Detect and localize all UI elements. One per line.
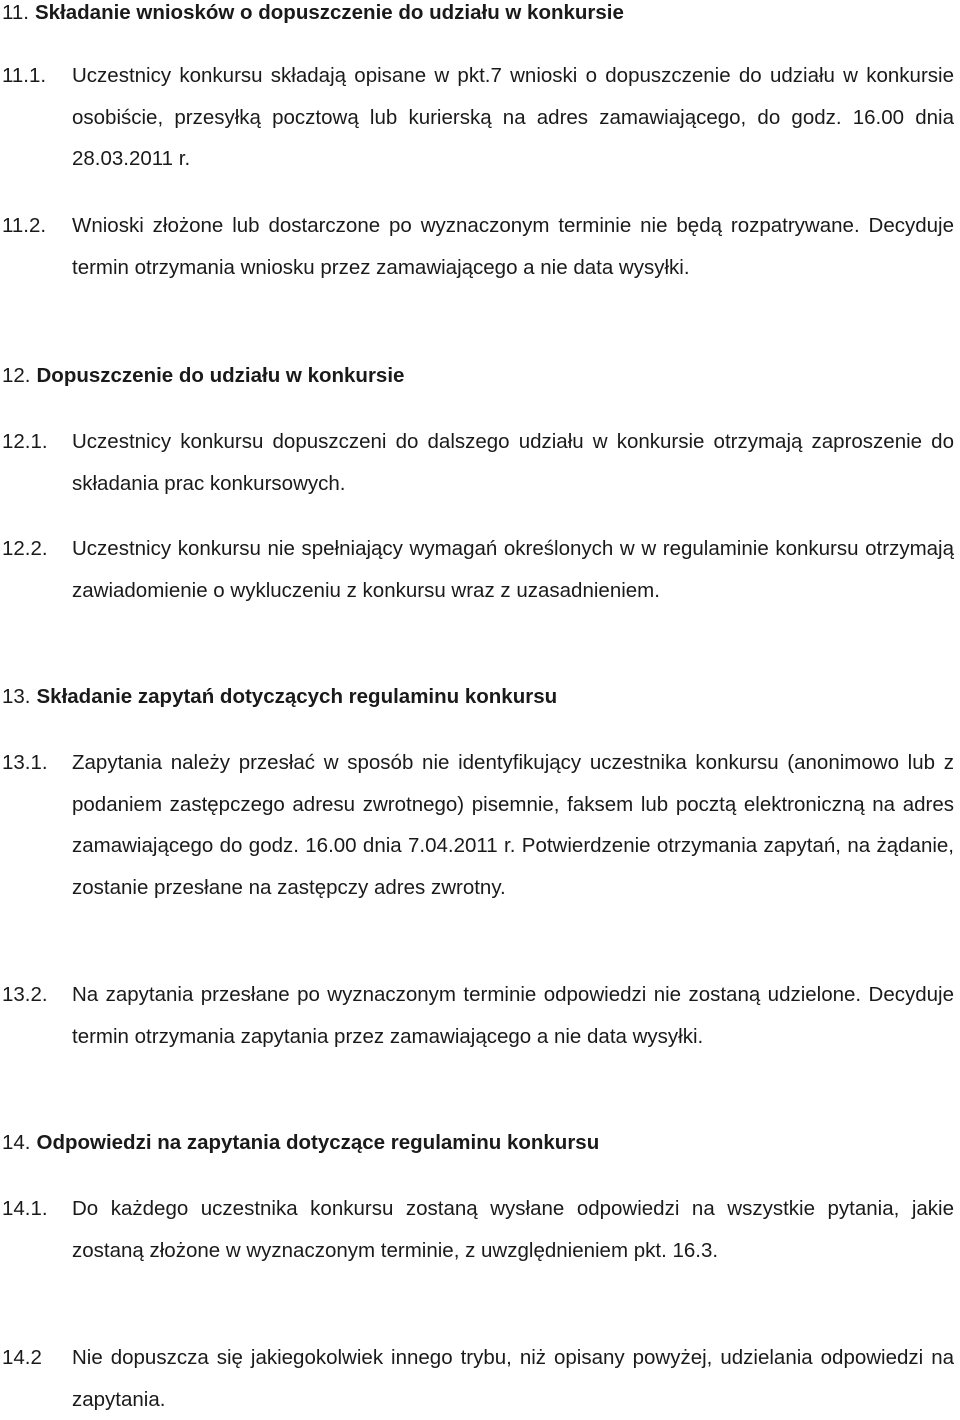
paragraph-number: 11.2. [2,214,47,237]
paragraph-text: Uczestnicy konkursu składają opisane w pkt.7 wnioski o dopuszczenie do udziału w konkursie osobiście, przesyłką pocztową lub kurierską na adres zamawiającego, do godz. 16.00 dnia 28.03.2011 r. [72,64,954,170]
section-heading-14 [0,1122,960,1164]
paragraph-number: 14.1. [2,1197,48,1220]
section-number: 14. [2,1131,31,1154]
paragraph-text: Zapytania należy przesłać w sposób nie identyfikujący uczestnika konkursu (anonimowo lub z podaniem zastępczego adresu zwrotnego) pisemnie, faksem lub pocztą elektroniczną na adres zamawiającego do godz. 16.00 dnia 7.04.2011 r. Potwierdzenie otrzymania zapytań, na żądanie, zostanie przesłane na zastępczy adres zwrotny. [72,751,954,899]
section-heading-13 [0,676,960,718]
paragraph-number: 14.2 [2,1346,42,1369]
paragraph-number: 12.1. [2,430,48,453]
paragraph-text: Uczestnicy konkursu dopuszczeni do dalszego udziału w konkursie otrzymają zaproszenie do składania prac konkursowych. [72,430,954,495]
section-heading-12 [0,355,960,397]
section-number: 12. [2,364,31,387]
paragraph-number: 11.1. [2,64,47,87]
paragraph-number: 12.2. [2,537,48,560]
section-number: 11. [2,1,29,24]
section-heading-11 [0,0,960,34]
paragraph-text: Nie dopuszcza się jakiegokolwiek innego trybu, niż opisany powyżej, udzielania odpowiedzi na zapytania. [72,1346,954,1411]
section-title: Odpowiedzi na zapytania dotyczące regulaminu konkursu [36,1131,600,1154]
paragraph-text: Do każdego uczestnika konkursu zostaną wysłane odpowiedzi na wszystkie pytania, jakie zostaną złożone w wyznaczonym terminie, z uwzględnieniem pkt. 16.3. [72,1197,954,1262]
section-number: 13. [2,685,31,708]
paragraph-text: Wnioski złożone lub dostarczone po wyznaczonym terminie nie będą rozpatrywane. Decyduje termin otrzymania wniosku przez zamawiającego a nie data wysyłki. [72,214,954,279]
section-title: Składanie zapytań dotyczących regulaminu konkursu [36,685,558,708]
section-title: Składanie wniosków o dopuszczenie do udziału w konkursie [34,1,624,24]
paragraph-text: Uczestnicy konkursu nie spełniający wymagań określonych w w regulaminie konkursu otrzymają zawiadomienie o wykluczeniu z konkursu wraz z uzasadnieniem. [72,537,954,602]
paragraph-number: 13.1. [2,751,48,774]
paragraph-number: 13.2. [2,983,48,1006]
section-title: Dopuszczenie do udziału w konkursie [36,364,405,387]
paragraph-text: Na zapytania przesłane po wyznaczonym terminie odpowiedzi nie zostaną udzielone. Decyduje termin otrzymania zapytania przez zamawiającego a nie data wysyłki. [72,983,954,1048]
